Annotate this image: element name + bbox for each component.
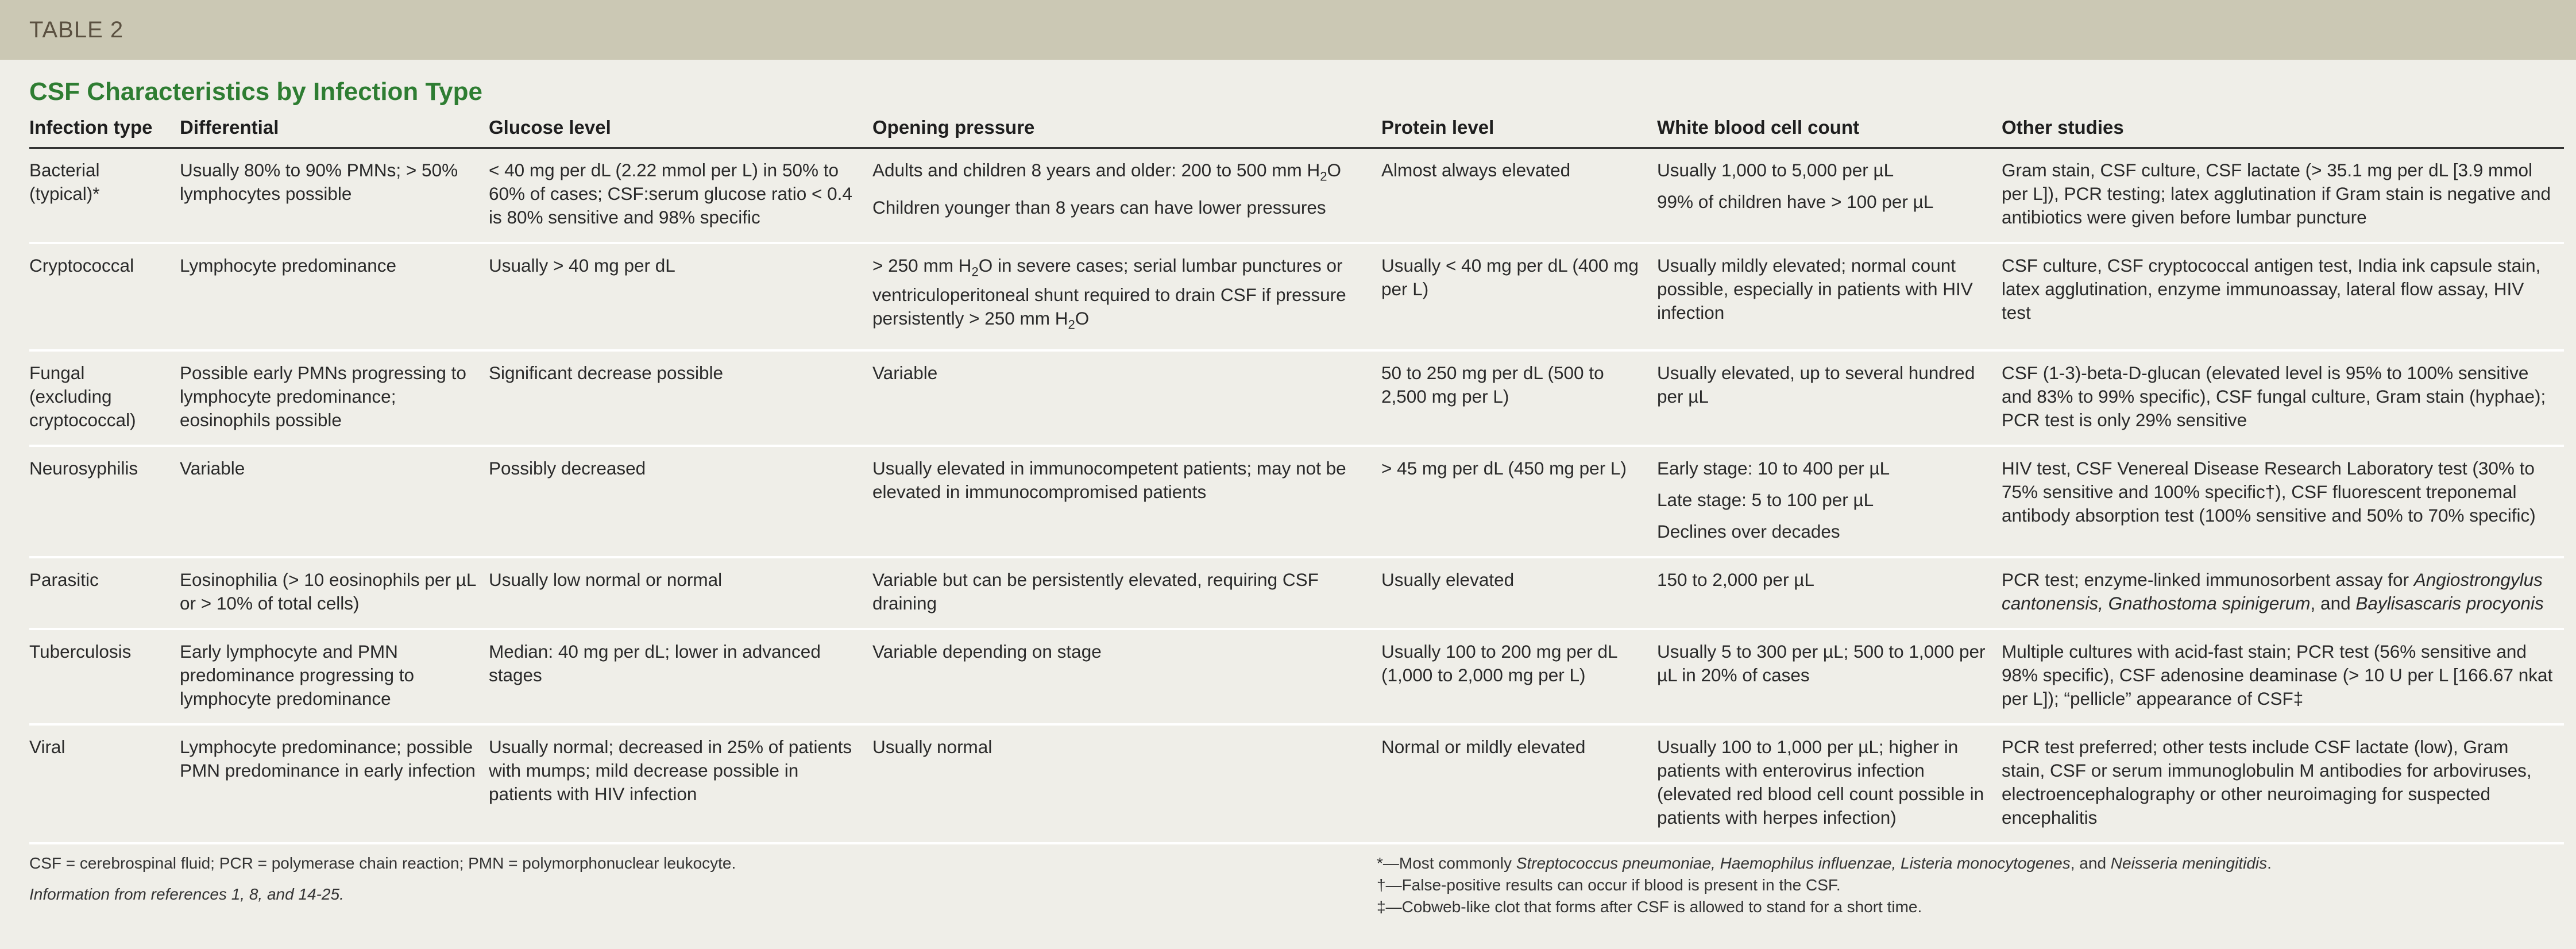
table-row [29,148,2564,244]
cell-opening-pressure: Usually normal [872,724,1381,843]
cell-glucose: Possibly decreased [489,446,872,557]
footnote-star: *—Most commonly Streptococcus pneumoniae, Haemophilus influenzae, Listeria monocytogenes, and Neisseria meningitidis. [1377,854,2272,872]
wbc-line: Usually 1,000 to 5,000 per µL [1657,160,1894,180]
table-title: CSF Characteristics by Infection Type [29,78,482,106]
table-row [29,446,2564,557]
cell-infection-type: Cryptococcal [29,243,180,350]
cell-wbc [1657,148,2002,244]
cell-wbc: Usually mildly elevated; normal count possible, especially in patients with HIV infection [1657,243,2002,350]
header-row [29,110,2564,148]
table-row [29,243,2564,350]
cell-opening-pressure: Variable but can be persistently elevated, requiring CSF draining [872,557,1381,629]
table-footnotes [29,852,2547,918]
csf-table [29,110,2564,844]
table-row [29,724,2564,843]
wbc-line: Early stage: 10 to 400 per µL [1657,457,1890,479]
cell-other-studies: CSF culture, CSF cryptococcal antigen test, India ink capsule stain, latex agglutination, enzyme immunoassay, lateral flow assay, HIV test [2002,243,2564,350]
abbreviations-note: CSF = cerebrospinal fluid; PCR = polymerase chain reaction; PMN = polymorphonuclear leukocyte. [29,854,736,872]
source-note: Information from references 1, 8, and 14-25. [29,885,344,903]
cell-glucose: Usually low normal or normal [489,557,872,629]
cell-protein: Usually < 40 mg per dL (400 mg per L) [1381,243,1657,350]
footnotes-right [1377,852,2272,918]
cell-protein: > 45 mg per dL (450 mg per L) [1381,446,1657,557]
cell-differential: Possible early PMNs progressing to lymphocyte predominance; eosinophils possible [180,350,489,446]
cell-differential: Eosinophilia (> 10 eosinophils per µL or > 10% of total cells) [180,557,489,629]
cell-opening-pressure: Variable [872,350,1381,446]
header-protein: Protein level [1381,110,1657,148]
cell-differential: Variable [180,446,489,557]
cell-opening-pressure: Usually elevated in immunocompetent patients; may not be elevated in immunocompromised patients [872,446,1381,557]
cell-opening-pressure: Variable depending on stage [872,629,1381,724]
pressure-line: Children younger than 8 years can have lower pressures [872,197,1326,218]
cell-other-studies: HIV test, CSF Venereal Disease Research Laboratory test (30% to 75% sensitive and 100% specific†), CSF fluorescent treponemal antibody absorption test (100% sensitive and 50% to 70% specific) [2002,446,2564,557]
cell-wbc: Usually elevated, up to several hundred per µL [1657,350,2002,446]
cell-infection-type: Neurosyphilis [29,446,180,557]
cell-wbc: Usually 5 to 300 per µL; 500 to 1,000 per µL in 20% of cases [1657,629,2002,724]
cell-glucose: < 40 mg per dL (2.22 mmol per L) in 50% to 60% of cases; CSF:serum glucose ratio < 0.4 is 80% sensitive and 98% specific [489,148,872,244]
cell-protein: Almost always elevated [1381,148,1657,244]
cell-wbc [1657,446,2002,557]
footnotes-left [29,852,1377,918]
wbc-line: 99% of children have > 100 per µL [1657,191,1934,212]
cell-opening-pressure: > 250 mm $H_2O$ in severe cases; serial lumbar punctures or ventriculoperitoneal shunt required to drain CSF if pressure persistently > 250 mm $H_2O$ [872,243,1381,350]
cell-infection-type: Viral [29,724,180,843]
table-row [29,629,2564,724]
cell-other-studies: CSF (1-3)-beta-D-glucan (elevated level is 95% to 100% sensitive and 83% to 99% specific), CSF fungal culture, Gram stain (hyphae); PCR test is only 29% sensitive [2002,350,2564,446]
footnote-double-dagger: ‡—Cobweb-like clot that forms after CSF is allowed to stand for a short time. [1377,897,1922,916]
cell-glucose: Usually > 40 mg per dL [489,243,872,350]
cell-infection-type: Fungal (excluding cryptococcal) [29,350,180,446]
cell-differential: Early lymphocyte and PMN predominance progressing to lymphocyte predominance [180,629,489,724]
table-row [29,557,2564,629]
header-other-studies: Other studies [2002,110,2564,148]
cell-infection-type: Tuberculosis [29,629,180,724]
cell-glucose: Significant decrease possible [489,350,872,446]
header-differential: Differential [180,110,489,148]
table-row [29,350,2564,446]
pressure-line: Adults and children 8 years and older: 200 to 500 mm $H_2O$ [872,160,1341,184]
cell-other-studies: PCR test preferred; other tests include CSF lactate (low), Gram stain, CSF or serum immunoglobulin M antibodies for arboviruses, electroencephalography or other neuroimaging for suspected encephalitis [2002,724,2564,843]
cell-glucose: Median: 40 mg per dL; lower in advanced stages [489,629,872,724]
cell-protein: Usually 100 to 200 mg per dL (1,000 to 2,000 mg per L) [1381,629,1657,724]
header-wbc: White blood cell count [1657,110,2002,148]
header-glucose: Glucose level [489,110,872,148]
wbc-line: Late stage: 5 to 100 per µL [1657,489,1874,510]
header-infection-type: Infection type [29,110,180,148]
cell-differential: Usually 80% to 90% PMNs; > 50% lymphocytes possible [180,148,489,244]
header-opening-pressure: Opening pressure [872,110,1381,148]
wbc-line: Declines over decades [1657,520,1840,542]
cell-infection-type: Parasitic [29,557,180,629]
cell-differential: Lymphocyte predominance; possible PMN predominance in early infection [180,724,489,843]
table-banner [0,0,2576,60]
cell-protein: 50 to 250 mg per dL (500 to 2,500 mg per L) [1381,350,1657,446]
cell-opening-pressure [872,148,1381,244]
footnote-dagger: †—False-positive results can occur if blood is present in the CSF. [1377,875,1841,894]
table-content [0,76,2576,918]
cell-other-studies: Gram stain, CSF culture, CSF lactate (> 35.1 mg per dL [3.9 mmol per L]), PCR testing; latex agglutination if Gram stain is negative and antibiotics were given before lumbar puncture [2002,148,2564,244]
cell-wbc: Usually 100 to 1,000 per µL; higher in patients with enterovirus infection (elevated red blood cell count possible in patients with herpes infection) [1657,724,2002,843]
table-number: TABLE 2 [29,17,124,43]
cell-protein: Normal or mildly elevated [1381,724,1657,843]
cell-protein: Usually elevated [1381,557,1657,629]
cell-infection-type: Bacterial (typical)* [29,148,180,244]
cell-other-studies: PCR test; enzyme-linked immunosorbent assay for Angiostrongylus cantonensis, Gnathostoma spinigerum, and Baylisascaris procyonis [2002,557,2564,629]
cell-glucose: Usually normal; decreased in 25% of patients with mumps; mild decrease possible in patients with HIV infection [489,724,872,843]
cell-other-studies: Multiple cultures with acid-fast stain; PCR test (56% sensitive and 98% specific), CSF adenosine deaminase (> 10 U per L [166.67 nkat per L]); “pellicle” appearance of CSF‡ [2002,629,2564,724]
cell-wbc: 150 to 2,000 per µL [1657,557,2002,629]
cell-differential: Lymphocyte predominance [180,243,489,350]
